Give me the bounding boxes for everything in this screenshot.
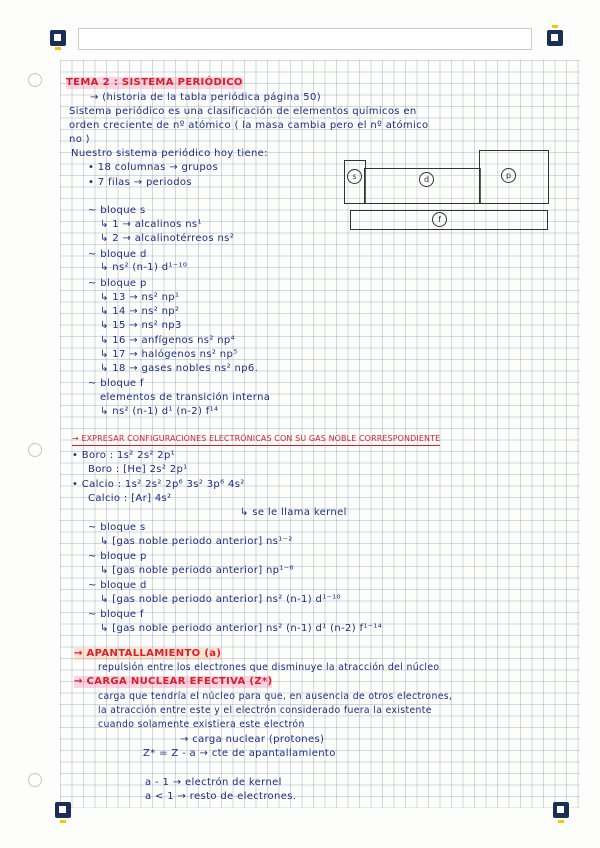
note-line: ~ bloque f bbox=[88, 378, 144, 389]
note-line: ~ bloque s bbox=[88, 205, 146, 216]
page-right-margin bbox=[580, 0, 600, 848]
note-line: elementos de transición interna bbox=[100, 392, 271, 403]
note-line: • Boro : 1s² 2s² 2p¹ bbox=[72, 450, 176, 461]
note-line: cuando solamente existiera este electrón bbox=[98, 719, 305, 730]
note-line: repulsión entre los electrones que disminuye la atracción del núcleo bbox=[98, 662, 440, 673]
note-line: ↳ [gas noble periodo anterior] np¹⁻⁶ bbox=[100, 565, 294, 576]
note-line: • 18 columnas → grupos bbox=[88, 162, 219, 173]
note-line: ↳ 1 → alcalinos ns¹ bbox=[100, 219, 202, 230]
note-line: → (historia de la tabla periódica página 50) bbox=[90, 92, 321, 103]
note-line: Z* = Z - a → cte de apantallamiento bbox=[143, 748, 336, 759]
note-line: orden creciente de nº atómico ( la masa cambia pero el nº atómico bbox=[69, 120, 429, 131]
note-line: ↳ 17 → halógenos ns² np⁵ bbox=[100, 349, 238, 360]
note-line: ↳ 16 → anfígenos ns² np⁴ bbox=[100, 335, 235, 346]
block-label-d: d bbox=[419, 172, 434, 187]
note-line: ~ bloque s bbox=[88, 522, 146, 533]
binder-hole-icon bbox=[28, 73, 42, 87]
corner-mark-bottom-right-icon bbox=[553, 802, 569, 818]
note-line: Nuestro sistema periódico hoy tiene: bbox=[71, 148, 268, 159]
note-line: a < 1 → resto de electrones. bbox=[145, 791, 297, 802]
note-line: ↳ [gas noble periodo anterior] ns² (n-1) d¹ (n-2) f¹⁻¹⁴ bbox=[100, 623, 383, 634]
note-line: ↳ 2 → alcalinotérreos ns² bbox=[100, 233, 235, 244]
block-label-s: s bbox=[347, 169, 362, 184]
corner-mark-bottom-left-icon bbox=[55, 802, 71, 818]
block-f-bottom bbox=[350, 210, 548, 230]
note-line: ~ bloque f bbox=[88, 609, 144, 620]
note-line: a - 1 → electrón de kernel bbox=[145, 777, 282, 788]
note-line: ↳ 14 → ns² np² bbox=[100, 306, 180, 317]
binder-hole-icon bbox=[28, 773, 42, 787]
section-heading: → APANTALLAMIENTO (a) bbox=[74, 648, 222, 659]
note-line: ↳ se le llama kernel bbox=[240, 507, 347, 518]
note-line: ~ bloque p bbox=[88, 551, 147, 562]
page-title: TEMA 2 : SISTEMA PERIÓDICO bbox=[66, 77, 243, 88]
note-line: no ) bbox=[69, 134, 90, 145]
note-line: la atracción entre este y el electrón considerado fuera la existente bbox=[98, 705, 432, 716]
header-box bbox=[78, 28, 532, 50]
note-line: • Calcio : 1s² 2s² 2p⁶ 3s² 3p⁶ 4s² bbox=[72, 479, 245, 490]
block-label-f: f bbox=[432, 212, 447, 227]
section-heading: → CARGA NUCLEAR EFECTIVA (Z*) bbox=[74, 676, 273, 687]
note-line: ↳ ns² (n-1) d¹⁻¹⁰ bbox=[100, 262, 188, 273]
note-line: Calcio : [Ar] 4s² bbox=[88, 493, 172, 504]
note-line: ↳ 18 → gases nobles ns² np6. bbox=[100, 363, 259, 374]
note-line: ↳ 13 → ns² np¹ bbox=[100, 292, 180, 303]
binder-hole-icon bbox=[28, 443, 42, 457]
note-line: ~ bloque d bbox=[88, 249, 147, 260]
note-line: ~ bloque p bbox=[88, 278, 147, 289]
note-line: Sistema periódico es una clasificación de elementos químicos en bbox=[69, 106, 417, 117]
section-heading: → EXPRESAR CONFIGURACIONES ELECTRÓNICAS CON SU GAS NOBLE CORRESPONDIENTE bbox=[72, 433, 440, 446]
block-label-p: p bbox=[501, 168, 516, 183]
page-left-margin bbox=[0, 0, 60, 848]
note-line: carga que tendría el núcleo para que, en ausencia de otros electrones, bbox=[98, 691, 453, 702]
periodic-table-blocks-diagram bbox=[344, 150, 552, 232]
note-line: → carga nuclear (protones) bbox=[180, 734, 325, 745]
note-line: ~ bloque d bbox=[88, 580, 147, 591]
page-bottom-margin bbox=[0, 808, 600, 848]
note-line: ↳ [gas noble periodo anterior] ns² (n-1) d¹⁻¹⁰ bbox=[100, 594, 341, 605]
corner-mark-top-left-icon bbox=[50, 30, 66, 46]
note-line: ↳ [gas noble periodo anterior] ns¹⁻² bbox=[100, 536, 293, 547]
corner-mark-top-right-icon bbox=[547, 30, 563, 46]
note-line: ↳ 15 → ns² np3 bbox=[100, 320, 182, 331]
note-line: • 7 filas → periodos bbox=[88, 177, 192, 188]
note-line: ↳ ns² (n-1) d¹ (n-2) f¹⁴ bbox=[100, 406, 219, 417]
note-line: Boro : [He] 2s² 2p¹ bbox=[88, 464, 188, 475]
